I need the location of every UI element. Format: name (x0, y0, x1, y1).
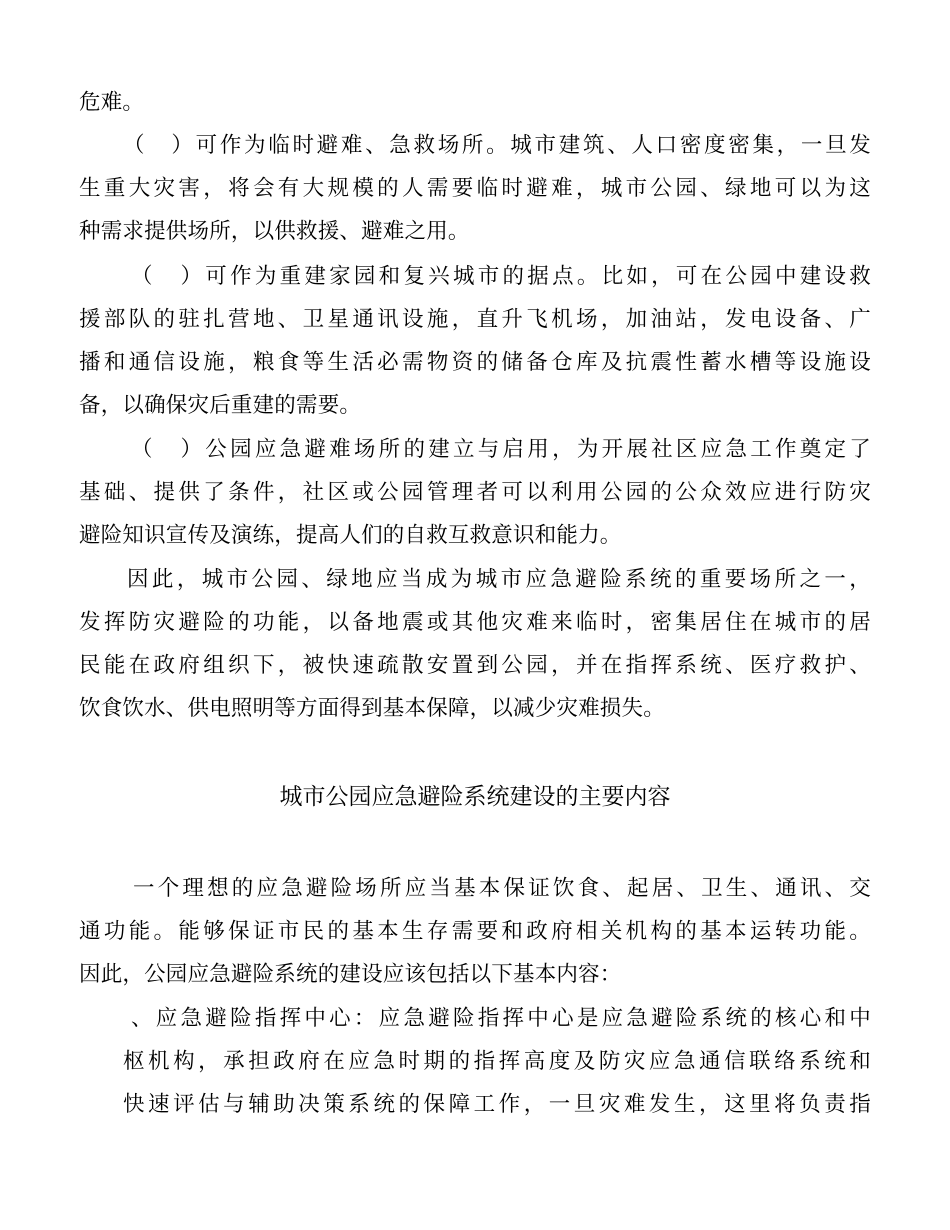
text-line: 基础、提供了条件，社区或公园管理者可以利用公园的公众效应进行防灾 (79, 480, 871, 505)
text-line: 危难。 (79, 90, 145, 115)
text-line: 援部队的驻扎营地、卫星通讯设施，直升飞机场，加油站，发电设备、广 (79, 307, 871, 332)
text-line: 饮食饮水、供电照明等方面得到基本保障，以减少灾难损失。 (79, 696, 665, 721)
text-line: 播和通信设施，粮食等生活必需物资的储备仓库及抗震性蓄水槽等设施设 (79, 350, 871, 375)
text-line: 快速评估与辅助决策系统的保障工作，一旦灾难发生，这里将负责指 (123, 1092, 871, 1117)
text-line: 枢机构，承担政府在应急时期的指挥高度及防灾应急通信联络系统和 (123, 1049, 871, 1074)
text-line: 种需求提供场所，以供救援、避难之用。 (79, 219, 470, 244)
section-heading: 城市公园应急避险系统建设的主要内容 (279, 784, 671, 810)
text-line: 因此，公园应急避险系统的建设应该包括以下基本内容： (79, 962, 622, 987)
text-line: 一个理想的应急避险场所应当基本保证饮食、起居、卫生、通讯、交 (133, 876, 871, 901)
text-line: 生重大灾害，将会有大规模的人需要临时避难，城市公园、绿地可以为这 (79, 176, 871, 201)
text-line: （ ）可作为临时避难、急救场所。城市建筑、人口密度密集，一旦发 (123, 133, 871, 158)
text-line: 因此，城市公园、绿地应当成为城市应急避险系统的重要场所之一， (127, 567, 871, 592)
text-line: 通功能。能够保证市民的基本生存需要和政府相关机构的基本运转功能。 (79, 919, 871, 944)
text-line: 民能在政府组织下，被快速疏散安置到公园，并在指挥系统、医疗救护、 (79, 653, 871, 678)
text-line: 备，以确保灾后重建的需要。 (79, 393, 362, 418)
text-line: （ ）公园应急避难场所的建立与启用，为开展社区应急工作奠定了 (131, 437, 871, 462)
text-line: （ ）可作为重建家园和复兴城市的据点。比如，可在公园中建设救 (131, 264, 871, 289)
text-line: 、应急避险指挥中心：应急避险指挥中心是应急避险系统的核心和中 (131, 1006, 871, 1031)
text-line: 避险知识宣传及演练，提高人们的自救互救意识和能力。 (79, 523, 622, 548)
text-line: 发挥防灾避险的功能，以备地震或其他灾难来临时，密集居住在城市的居 (79, 610, 871, 635)
